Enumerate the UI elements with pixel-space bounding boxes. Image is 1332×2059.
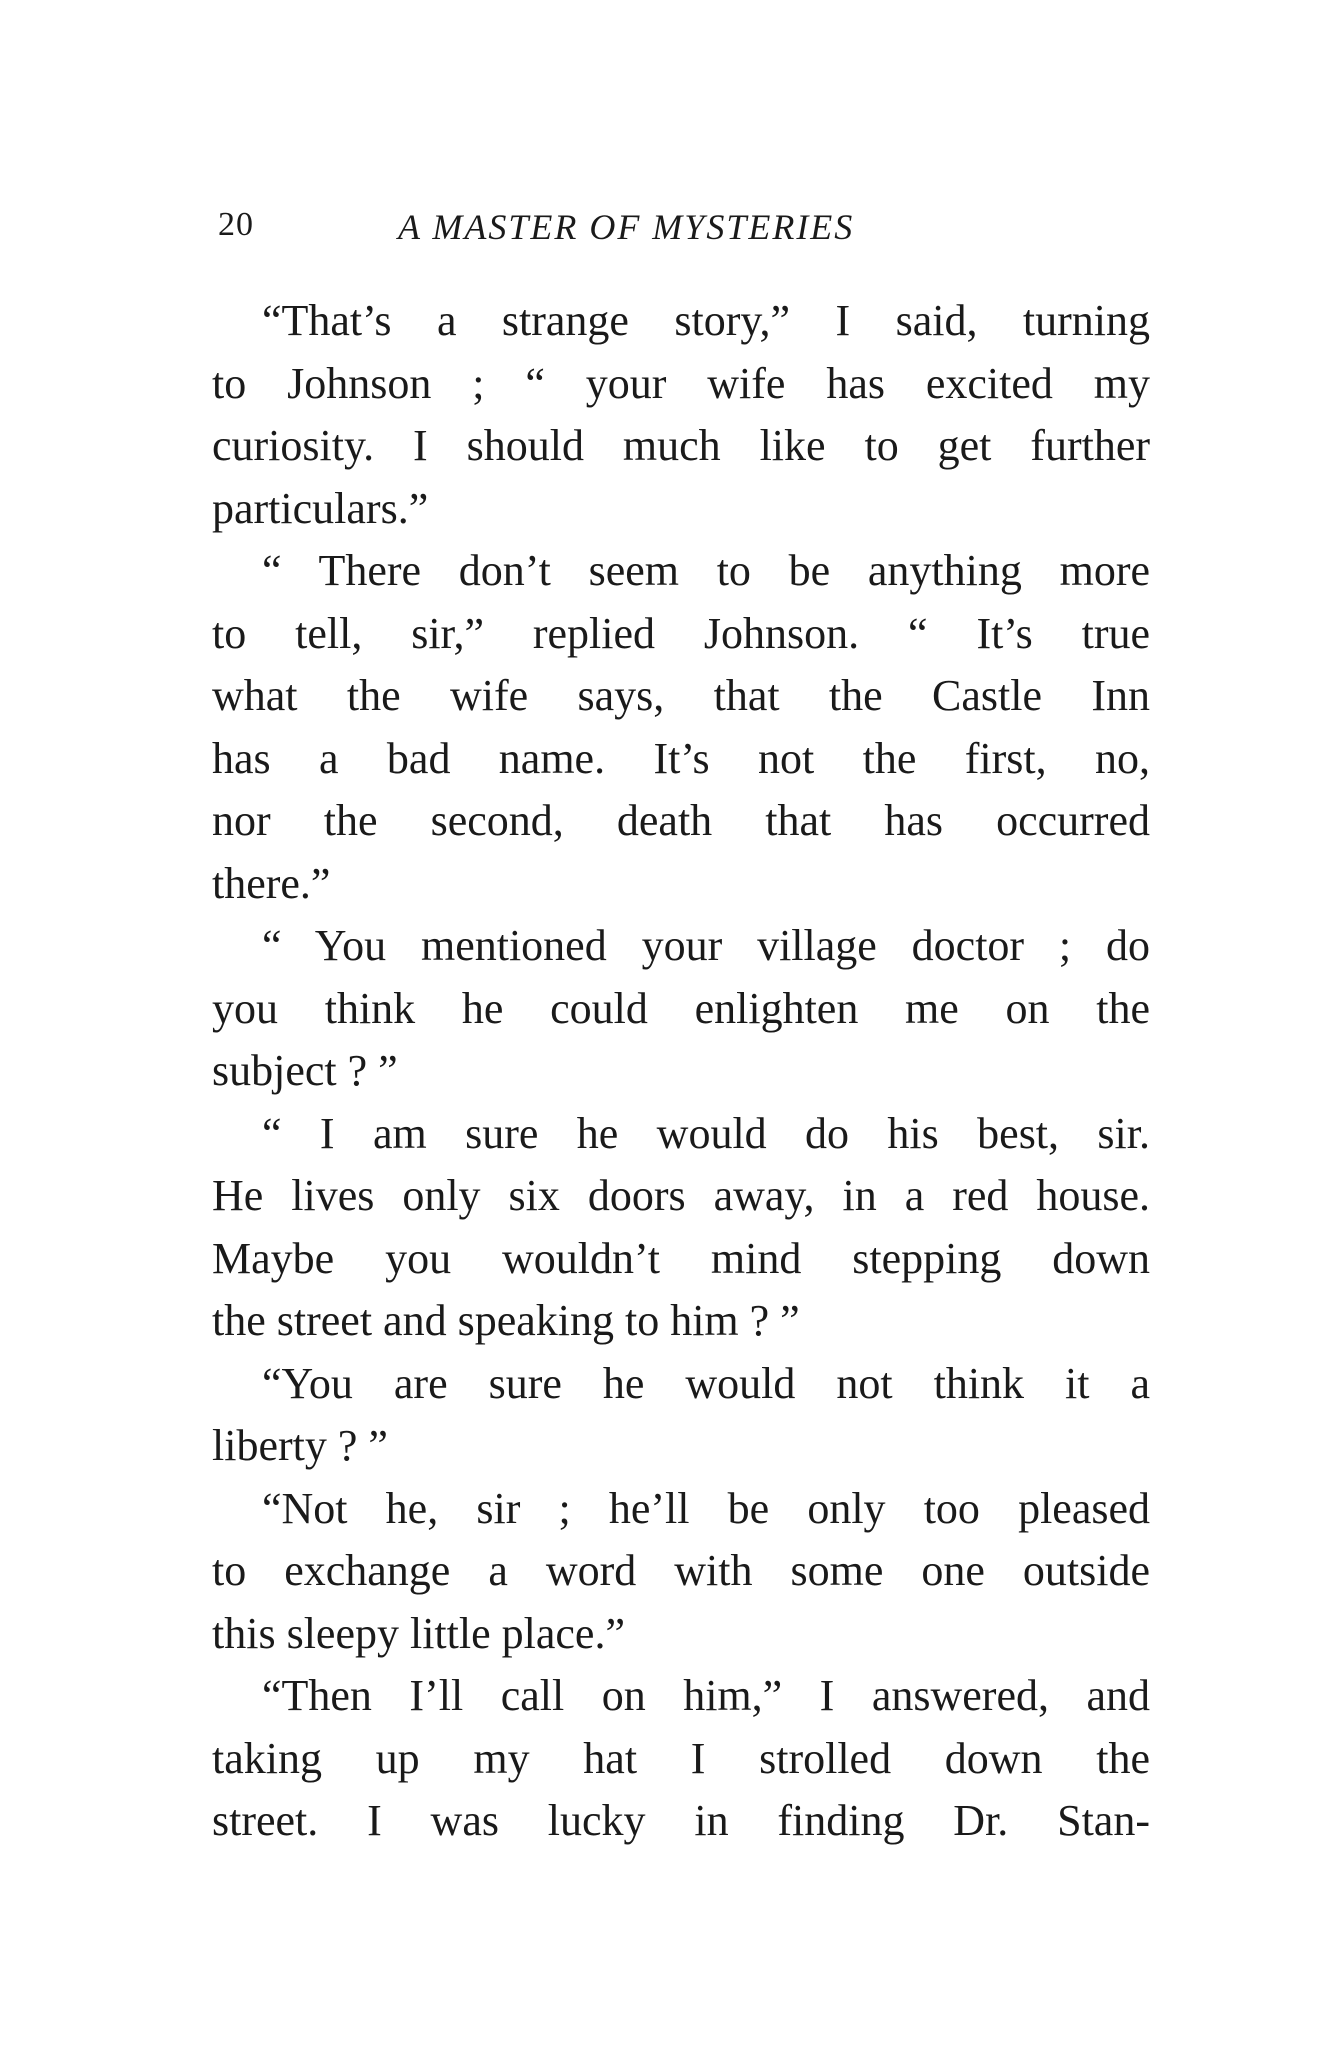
page-number: 20 bbox=[218, 206, 254, 243]
text-line: Maybe you wouldn’t mind stepping down bbox=[212, 1233, 1150, 1283]
text-line: curiosity. I should much like to get further bbox=[212, 421, 1150, 470]
text-line: nor the second, death that has occurred bbox=[212, 796, 1150, 845]
text-line: to tell, sir,” replied Johnson. “ It’s true bbox=[212, 608, 1150, 658]
text-line: particulars.” bbox=[212, 483, 429, 533]
text-line: “Then I’ll call on him,” I answered, and bbox=[262, 1671, 1150, 1720]
text-line: what the wife says, that the Castle Inn bbox=[212, 671, 1150, 720]
body-text bbox=[212, 290, 1150, 1853]
text-line: “ You mentioned your village doctor ; do bbox=[262, 921, 1150, 970]
text-line: liberty ? ” bbox=[212, 1421, 388, 1470]
text-line: to exchange a word with some one outside bbox=[212, 1546, 1150, 1595]
text-line: He lives only six doors away, in a red house. bbox=[212, 1171, 1150, 1220]
text-line: street. I was lucky in finding Dr. Stan- bbox=[212, 1796, 1150, 1845]
text-line: the street and speaking to him ? ” bbox=[212, 1296, 800, 1345]
text-line: “You are sure he would not think it a bbox=[262, 1358, 1150, 1408]
text-line: taking up my hat I strolled down the bbox=[212, 1733, 1150, 1783]
text-line: you think he could enlighten me on the bbox=[212, 983, 1150, 1033]
text-line: this sleepy little place.” bbox=[212, 1608, 625, 1658]
text-line: has a bad name. It’s not the first, no, bbox=[212, 733, 1150, 783]
text-line: to Johnson ; “ your wife has excited my bbox=[212, 358, 1150, 408]
running-title: A MASTER OF MYSTERIES bbox=[398, 207, 855, 247]
text-line: “ I am sure he would do his best, sir. bbox=[262, 1108, 1150, 1158]
text-line: “Not he, sir ; he’ll be only too pleased bbox=[262, 1483, 1150, 1533]
running-head bbox=[218, 206, 978, 256]
text-line: “ There don’t seem to be anything more bbox=[262, 546, 1150, 595]
text-line: subject ? ” bbox=[212, 1046, 398, 1095]
text-line: “That’s a strange story,” I said, turning bbox=[262, 296, 1150, 345]
text-line: there.” bbox=[212, 858, 331, 908]
